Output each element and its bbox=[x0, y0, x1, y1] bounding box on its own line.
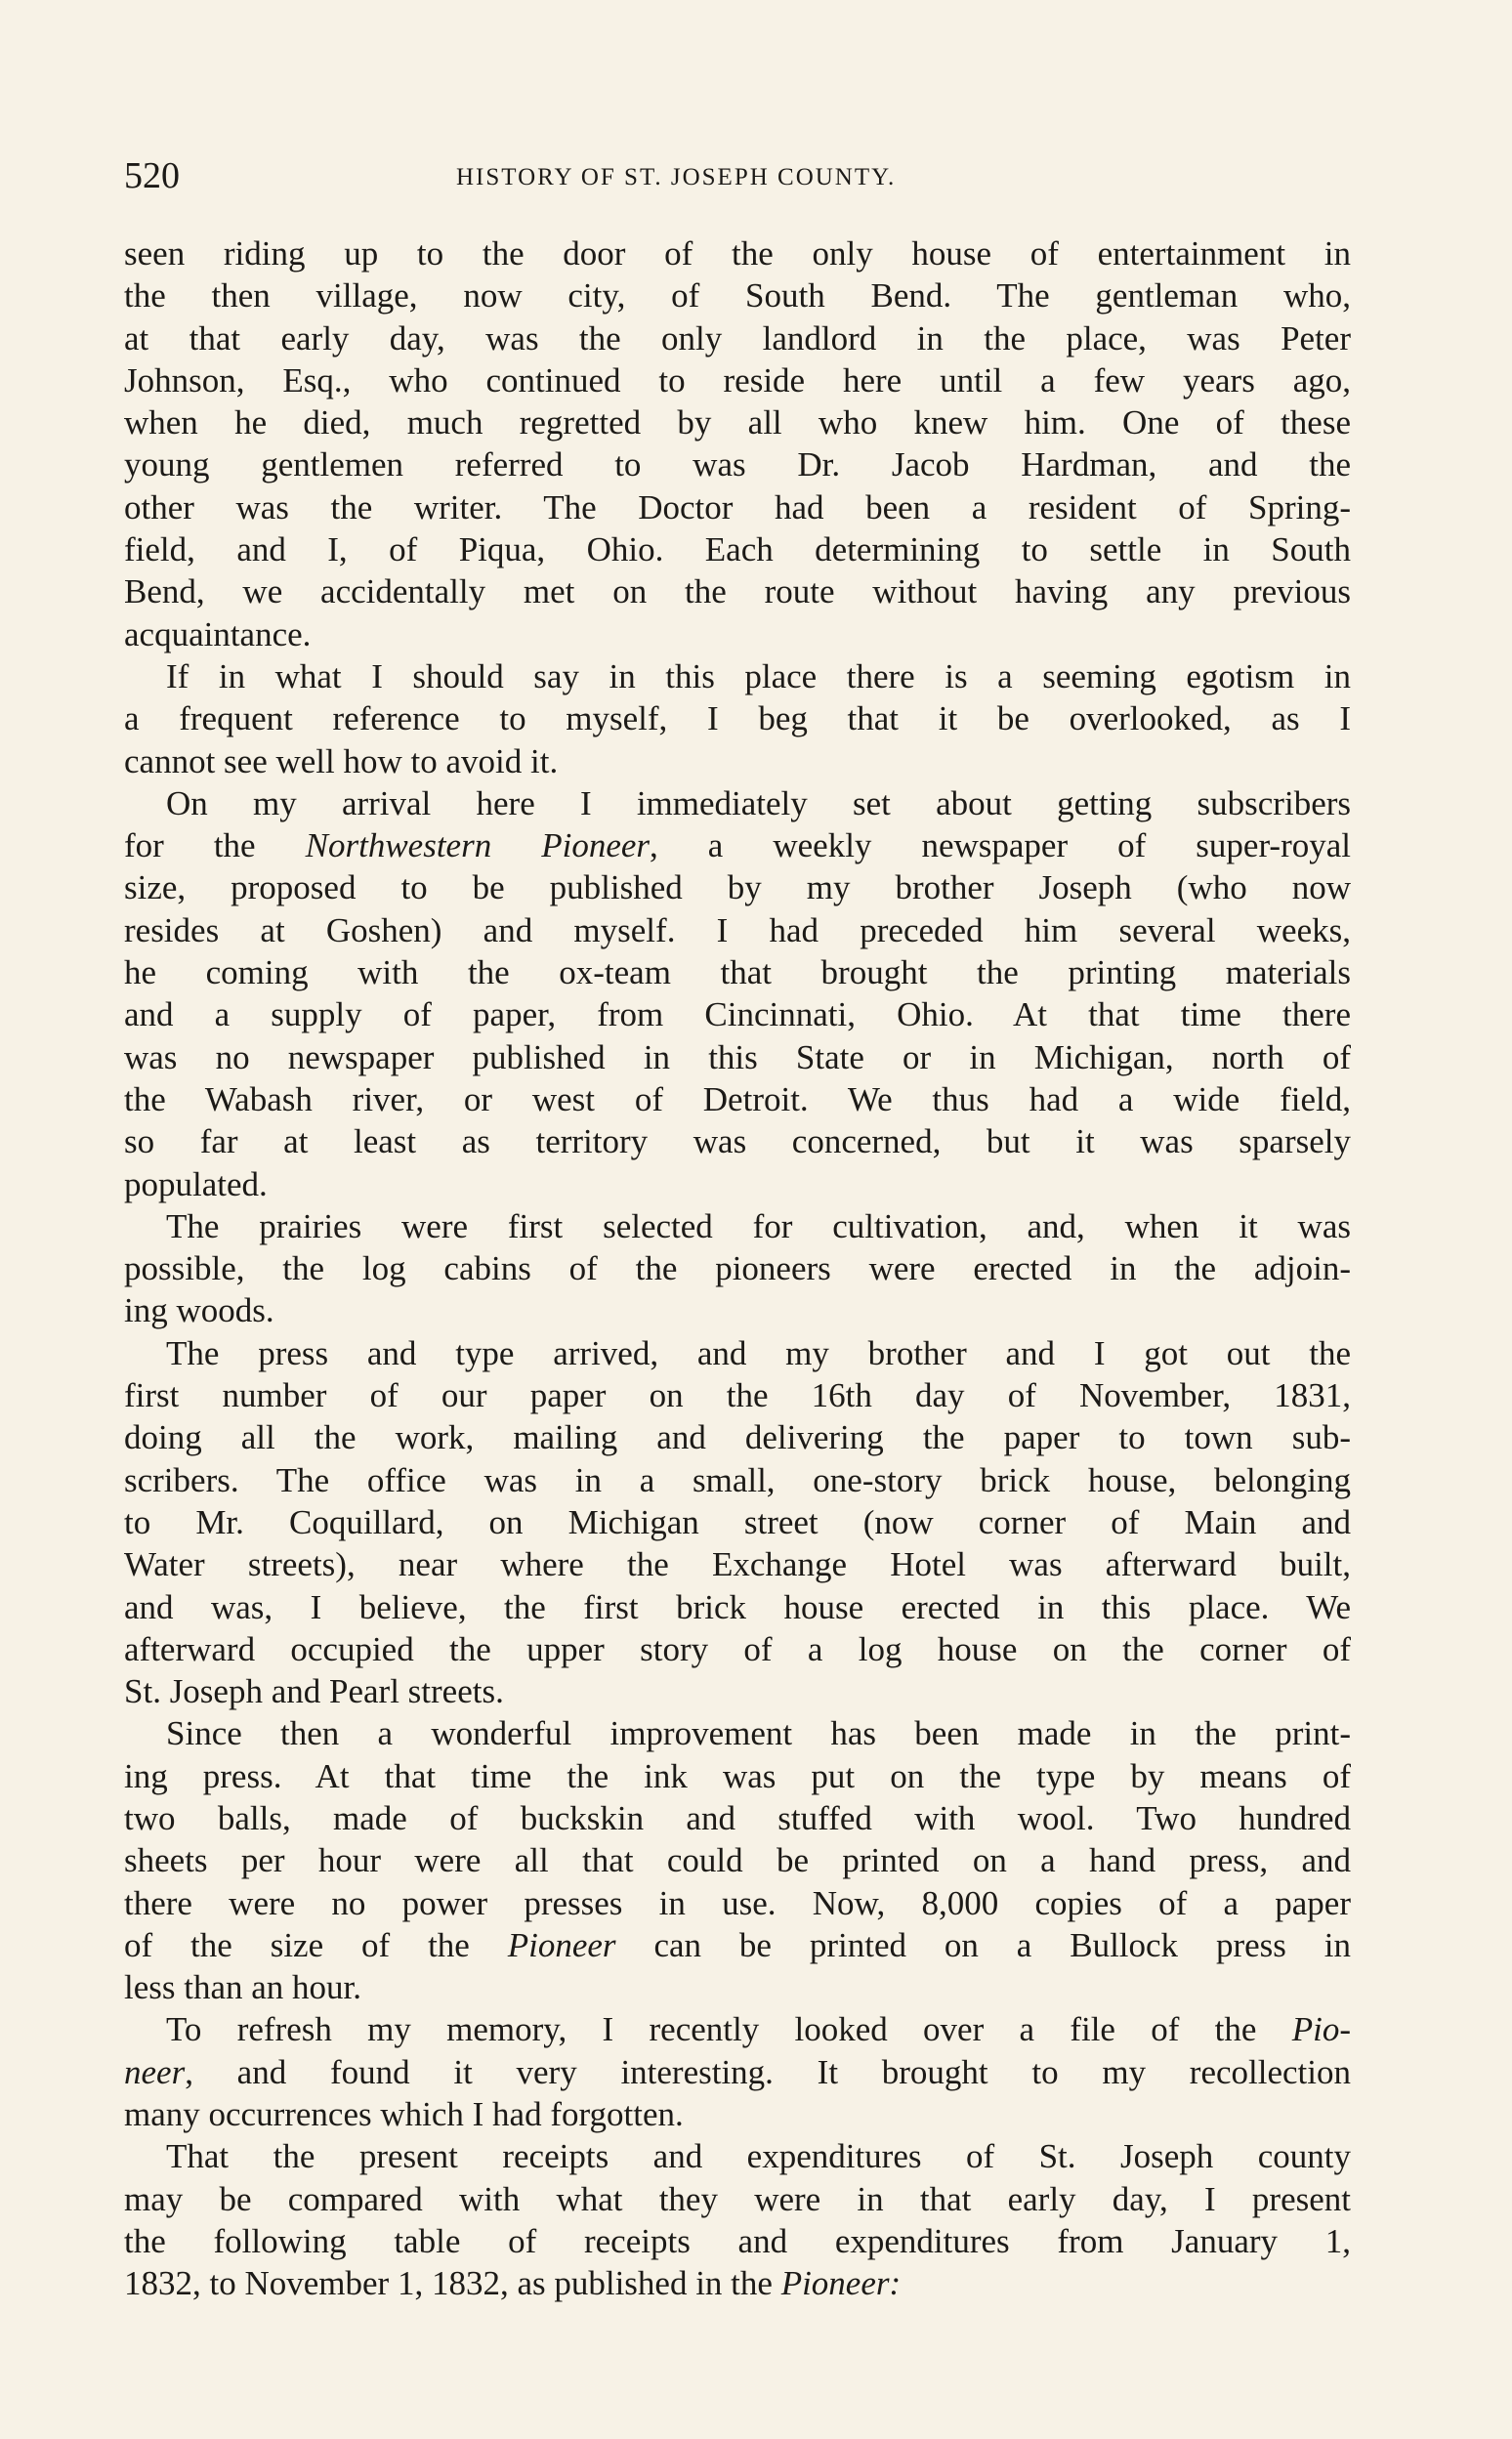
text-line: was no newspaper published in this State or in Michigan, north of bbox=[124, 1037, 1351, 1076]
text-line: other was the writer. The Doctor had been a resident of Spring- bbox=[124, 487, 1351, 526]
text-line: so far at least as territory was concerned, but it was sparsely bbox=[124, 1122, 1351, 1161]
text-line: less than an hour. bbox=[124, 1968, 362, 2007]
text-line: Since then a wonderful improvement has been made in the print- bbox=[166, 1714, 1351, 1753]
text-line: That the present receipts and expenditures of St. Joseph county bbox=[166, 2137, 1351, 2176]
text-line: at that early day, was the only landlord in the place, was Peter bbox=[124, 318, 1351, 357]
text-line: seen riding up to the door of the only house of entertainment in bbox=[124, 234, 1351, 273]
newspaper-title: Pio- bbox=[1291, 2010, 1351, 2049]
text-line: of the size of the Pioneer can be printed on a Bullock press in bbox=[124, 1925, 1351, 1964]
text-line: to Mr. Coquillard, on Michigan street (now corner of Main and bbox=[124, 1502, 1351, 1541]
text-line: the then village, now city, of South Bend. The gentleman who, bbox=[124, 276, 1351, 315]
text-line: first number of our paper on the 16th day of November, 1831, bbox=[124, 1376, 1351, 1415]
text-line: The prairies were first selected for cultivation, and, when it was bbox=[166, 1206, 1351, 1245]
text-line: he coming with the ox-team that brought the printing materials bbox=[124, 953, 1351, 992]
text-line: cannot see well how to avoid it. bbox=[124, 741, 559, 780]
text-line: possible, the log cabins of the pioneers were erected in the adjoin- bbox=[124, 1249, 1351, 1288]
text-line: sheets per hour were all that could be printed on a hand press, and bbox=[124, 1841, 1351, 1880]
text-line: Johnson, Esq., who continued to reside here until a few years ago, bbox=[124, 360, 1351, 399]
text-line: may be compared with what they were in that early day, I present bbox=[124, 2179, 1351, 2218]
text-line: two balls, made of buckskin and stuffed with wool. Two hundred bbox=[124, 1798, 1351, 1837]
text-line: many occurrences which I had forgotten. bbox=[124, 2095, 684, 2134]
text-line: populated. bbox=[124, 1164, 268, 1203]
text-line: for the Northwestern Pioneer, a weekly newspaper of super-royal bbox=[124, 826, 1351, 865]
text-line: doing all the work, mailing and delivering the paper to town sub- bbox=[124, 1418, 1351, 1457]
text-line: On my arrival here I immediately set about getting subscribers bbox=[166, 783, 1351, 822]
text-line: and was, I believe, the first brick house erected in this place. We bbox=[124, 1587, 1351, 1626]
newspaper-title: Northwestern Pioneer bbox=[305, 826, 651, 865]
text-line: there were no power presses in use. Now, 8,000 copies of a paper bbox=[124, 1883, 1351, 1922]
newspaper-title: neer bbox=[124, 2052, 186, 2091]
running-head: HISTORY OF ST. JOSEPH COUNTY. bbox=[456, 164, 897, 190]
text-line: ing woods. bbox=[124, 1291, 274, 1330]
text-line: neer, and found it very interesting. It brought to my recollection bbox=[124, 2052, 1351, 2091]
text-line: when he died, much regretted by all who knew him. One of these bbox=[124, 403, 1351, 442]
text-line: the following table of receipts and expenditures from January 1, bbox=[124, 2221, 1351, 2260]
text-line: ing press. At that time the ink was put on the type by means of bbox=[124, 1756, 1351, 1795]
text-line: field, and I, of Piqua, Ohio. Each determining to settle in South bbox=[124, 530, 1351, 569]
text-line: resides at Goshen) and myself. I had preceded him several weeks, bbox=[124, 910, 1351, 949]
page-number: 520 bbox=[124, 155, 180, 196]
text-line: Water streets), near where the Exchange Hotel was afterward built, bbox=[124, 1545, 1351, 1584]
text-line: St. Joseph and Pearl streets. bbox=[124, 1672, 504, 1711]
text-line: young gentlemen referred to was Dr. Jacob Hardman, and the bbox=[124, 445, 1351, 484]
text-line: To refresh my memory, I recently looked over a file of the Pio- bbox=[166, 2010, 1351, 2049]
text-line: scribers. The office was in a small, one-story brick house, belonging bbox=[124, 1460, 1351, 1499]
newspaper-title: Pioneer: bbox=[780, 2264, 902, 2303]
text-line: a frequent reference to myself, I beg that it be overlooked, as I bbox=[124, 699, 1351, 738]
text-line: afterward occupied the upper story of a log house on the corner of bbox=[124, 1629, 1351, 1668]
text-line: 1832, to November 1, 1832, as published in the Pioneer: bbox=[124, 2264, 902, 2303]
text-line: and a supply of paper, from Cincinnati, Ohio. At that time there bbox=[124, 995, 1351, 1034]
text-line: Bend, we accidentally met on the route without having any previous bbox=[124, 572, 1351, 611]
body-text bbox=[124, 232, 1351, 2305]
text-line: The press and type arrived, and my brother and I got out the bbox=[166, 1333, 1351, 1372]
newspaper-title: Pioneer bbox=[507, 1925, 616, 1964]
text-line: the Wabash river, or west of Detroit. We thus had a wide field, bbox=[124, 1079, 1351, 1118]
text-line: acquaintance. bbox=[124, 614, 312, 653]
text-line: If in what I should say in this place there is a seeming egotism in bbox=[166, 656, 1351, 695]
text-line: size, proposed to be published by my brother Joseph (who now bbox=[124, 868, 1351, 907]
page-header bbox=[124, 151, 1351, 200]
